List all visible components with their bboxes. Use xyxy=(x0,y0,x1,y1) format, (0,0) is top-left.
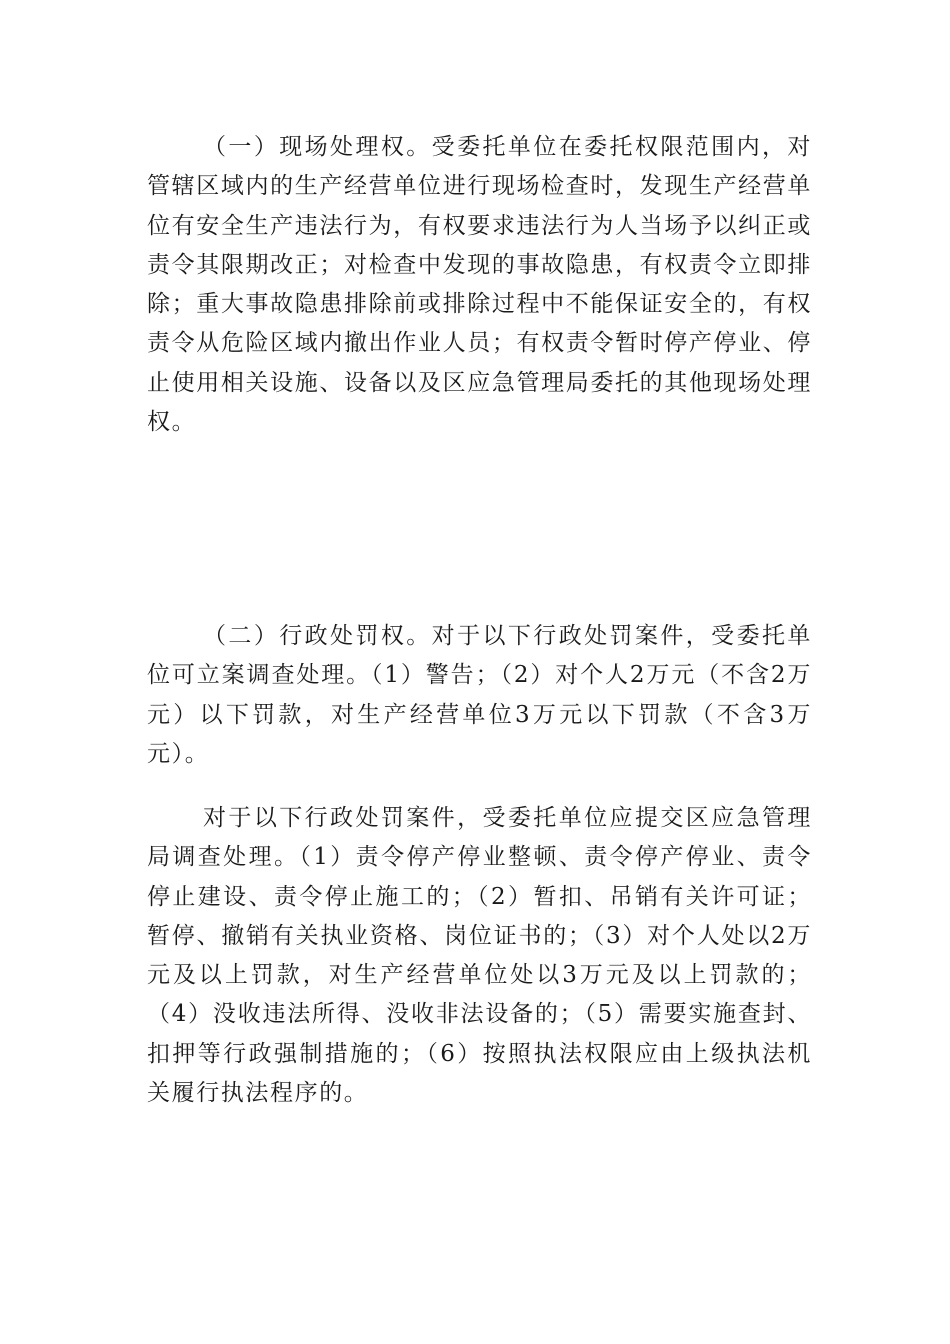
paragraph-cases-submitted-to-bureau: 对于以下行政处罚案件，受委托单位应提交区应急管理局调查处理。（1）责令停产停业整顿、责令停产停业、责令停止建设、责令停止施工的；（2）暂扣、吊销有关许可证；暂停、撤销有关执业资格、岗位证书的；（3）对个人处以2万元及以上罚款，对生产经营单位处以3万元及以上罚款的；（4）没收违法所得、没收非法设备的；（5）需要实施查封、扣押等行政强制措施的；（6）按照执法权限应由上级执法机关履行执法程序的。 xyxy=(147,805,812,1107)
paragraph-administrative-penalty-authority: （二）行政处罚权。对于以下行政处罚案件，受委托单位可立案调查处理。（1）警告；（2）对个人2万元（不含2万元）以下罚款，对生产经营单位3万元以下罚款（不含3万元）。 xyxy=(147,623,812,767)
paragraph-on-site-handling-authority: （一）现场处理权。受委托单位在委托权限范围内，对管辖区域内的生产经营单位进行现场检查时，发现生产经营单位有安全生产违法行为，有权要求违法行为人当场予以纠正或责令其限期改正；对检查中发现的事故隐患，有权责令立即排除；重大事故隐患排除前或排除过程中不能保证安全的，有权责令从危险区域内撤出作业人员；有权责令暂时停产停业、停止使用相关设施、设备以及区应急管理局委托的其他现场处理权。 xyxy=(147,134,812,436)
